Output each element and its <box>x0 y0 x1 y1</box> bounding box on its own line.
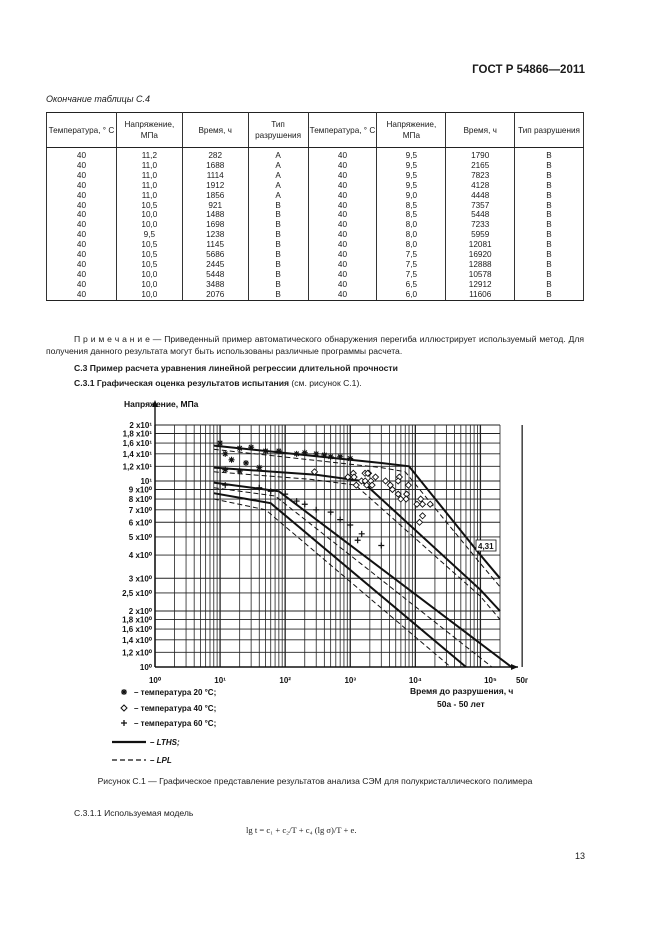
table-cell: 8,0 <box>377 240 446 250</box>
table-cell: 7,5 <box>377 260 446 270</box>
x-tick-label: 10² <box>279 676 291 685</box>
section-c31-title: С.3.1 Графическая оценка результатов испытания <box>74 378 290 388</box>
table-cell: 8,5 <box>377 201 446 211</box>
marker-60c <box>282 491 288 497</box>
table-cell: 8,0 <box>377 220 446 230</box>
marker-40c <box>373 474 379 480</box>
table-cell: 5959 <box>446 230 515 240</box>
section-c31-suffix: (см. рисунок С.1). <box>289 378 362 388</box>
marker-40c <box>427 501 433 507</box>
table-cell: 10,0 <box>116 270 182 280</box>
legend-marker-40c <box>121 705 127 711</box>
table-cell: А <box>248 148 308 161</box>
table-cell: 10,0 <box>116 290 182 300</box>
table-header-cell: Время, ч <box>182 113 248 148</box>
lths-line-60c <box>214 483 512 667</box>
marker-20c <box>347 456 353 462</box>
y-tick-label: 1,8 x10⁰ <box>122 615 152 625</box>
page-number: 13 <box>574 851 585 861</box>
marker-20c <box>243 460 249 466</box>
y-tick-label: 1,6 x10⁰ <box>122 625 152 635</box>
x-axis-arrow <box>511 664 518 670</box>
marker-60c <box>313 507 319 513</box>
y-tick-label: 10⁰ <box>139 663 152 672</box>
y-tick-label: 4 x10⁰ <box>128 551 152 561</box>
table-cell: 12081 <box>446 240 515 250</box>
marker-20c <box>302 450 308 456</box>
table-cell: А <box>248 161 308 171</box>
marker-20c <box>229 457 235 463</box>
x-tick-label: 10³ <box>344 676 357 685</box>
legend-marker-60c <box>121 720 127 726</box>
table-cell: 2076 <box>182 290 248 300</box>
table-cell: 10,0 <box>116 210 182 220</box>
table-cell: 40 <box>47 181 117 191</box>
table-cell: 8,5 <box>377 210 446 220</box>
table-cell: В <box>248 201 308 211</box>
marker-60c <box>337 517 343 523</box>
marker-20c <box>217 440 223 446</box>
y-tick-label: 9 x10⁰ <box>128 485 152 495</box>
table-cell: В <box>515 210 584 220</box>
table-cell: 5448 <box>182 270 248 280</box>
marker-40c <box>420 513 426 519</box>
table-cell: А <box>248 171 308 181</box>
table-cell: 11,0 <box>116 191 182 201</box>
table-cell: В <box>515 171 584 181</box>
marker-60c <box>359 531 365 537</box>
marker-20c <box>276 448 282 454</box>
table-cell: 10,5 <box>116 260 182 270</box>
table-cell: 40 <box>47 148 117 161</box>
table-cell: 7357 <box>446 201 515 211</box>
table-cell: 16920 <box>446 250 515 260</box>
marker-20c <box>237 468 243 474</box>
table-cell: 1688 <box>182 161 248 171</box>
x-tick-label: 50г <box>516 676 529 685</box>
table-cell: 9,5 <box>116 230 182 240</box>
table-cell: В <box>515 201 584 211</box>
table-cell: В <box>248 270 308 280</box>
legend-label: – температура 60 °C; <box>134 719 217 728</box>
table-cell: 10,5 <box>116 240 182 250</box>
marker-60c <box>355 537 361 543</box>
table-cell: 5448 <box>446 210 515 220</box>
y-tick-label: 10¹ <box>140 476 152 486</box>
table-cell: В <box>248 210 308 220</box>
marker-20c <box>222 451 228 457</box>
table-cell: 10,0 <box>116 280 182 290</box>
table-cell: В <box>515 220 584 230</box>
table-cell: 10578 <box>446 270 515 280</box>
table-cell: 4448 <box>446 191 515 201</box>
table-cell: 40 <box>308 220 377 230</box>
table-cell: 9,5 <box>377 181 446 191</box>
table-cell: 5686 <box>182 250 248 260</box>
table-cell: В <box>248 250 308 260</box>
x-tick-label: 10⁴ <box>408 676 422 685</box>
y-tick-label: 2,5 x10⁰ <box>122 588 152 598</box>
y-tick-label: 6 x10⁰ <box>128 518 152 528</box>
x-axis-subtitle: 50а - 50 лет <box>437 699 485 709</box>
legend-label: – температура 20 °C; <box>134 688 217 697</box>
table-cell: 40 <box>47 250 117 260</box>
y-tick-label: 2 x10¹ <box>129 421 152 430</box>
x-tick-label: 10⁵ <box>484 676 497 685</box>
table-note: П р и м е ч а н и е — Приведенный пример автоматического обнаружения перегиба иллюстрирует используемый метод. Для получения данного результата могут быть использованы различные программы расчета. <box>46 334 584 356</box>
table-cell: 9,5 <box>377 161 446 171</box>
table-header-cell: Напряжение, МПа <box>116 113 182 148</box>
table-cell: 1912 <box>182 181 248 191</box>
table-cell: 1856 <box>182 191 248 201</box>
legend-label: – температура 40 °C; <box>134 704 217 713</box>
table-cell: 40 <box>308 210 377 220</box>
lths-line-20c <box>214 446 500 579</box>
table-cell: 7,5 <box>377 270 446 280</box>
marker-40c <box>383 478 389 484</box>
y-axis-title: Напряжение, МПа <box>124 399 199 409</box>
y-tick-label: 1,2 x10⁰ <box>122 648 152 658</box>
table-cell: 10,5 <box>116 201 182 211</box>
y-tick-label: 1,2 x10¹ <box>122 462 152 472</box>
table-cell: В <box>515 250 584 260</box>
table-cell: В <box>248 280 308 290</box>
marker-40c <box>405 482 411 488</box>
y-tick-label: 3 x10⁰ <box>128 574 152 584</box>
y-tick-label: 1,6 x10¹ <box>122 439 152 449</box>
marker-20c <box>328 454 334 460</box>
table-cell: 40 <box>47 290 117 300</box>
table-cell: В <box>248 240 308 250</box>
table-cell: 9,5 <box>377 171 446 181</box>
table-cell: 2445 <box>182 260 248 270</box>
table-cell: 7233 <box>446 220 515 230</box>
legend-label: – LTHS; <box>150 738 180 747</box>
table-cell: 40 <box>308 191 377 201</box>
x-tick-label: 10¹ <box>214 676 226 685</box>
annotation-label: 4,31 <box>478 542 494 551</box>
table-cell: А <box>248 181 308 191</box>
table-cell: В <box>515 191 584 201</box>
table-cell: 40 <box>308 181 377 191</box>
table-cell: А <box>248 191 308 201</box>
table-cell: В <box>515 270 584 280</box>
table-cell: 40 <box>308 161 377 171</box>
table-cell: 40 <box>47 230 117 240</box>
table-cell: 40 <box>308 280 377 290</box>
table-header-cell: Время, ч <box>446 113 515 148</box>
section-c3-heading: С.3 Пример расчета уравнения линейной регрессии длительной прочности <box>74 363 398 373</box>
document-code: ГОСТ Р 54866—2011 <box>472 64 585 76</box>
table-cell: В <box>515 260 584 270</box>
table-cell: 7,5 <box>377 250 446 260</box>
table-cell: 40 <box>308 250 377 260</box>
marker-20c <box>237 445 243 451</box>
table-cell: 40 <box>47 171 117 181</box>
table-cell: 1238 <box>182 230 248 240</box>
table-cell: 282 <box>182 148 248 161</box>
table-header-cell: Напряжение, МПа <box>377 113 446 148</box>
legend-label: – LPL <box>150 756 172 765</box>
model-formula: lg t = c₁ + c₂/T + c₄ (lg σ)/T + e. <box>246 825 357 835</box>
table-cell: 2165 <box>446 161 515 171</box>
table-cell: 40 <box>47 280 117 290</box>
table-cell: 7823 <box>446 171 515 181</box>
table-cell: 40 <box>47 260 117 270</box>
table-cell: В <box>515 148 584 161</box>
table-cell: 40 <box>47 161 117 171</box>
table-cell: 3488 <box>182 280 248 290</box>
y-tick-label: 8 x10⁰ <box>128 495 152 505</box>
table-cell: 1790 <box>446 148 515 161</box>
table-cell: 1488 <box>182 210 248 220</box>
table-cell: В <box>515 161 584 171</box>
table-cell: В <box>248 290 308 300</box>
table-cell: В <box>515 280 584 290</box>
x-tick-label: 10⁰ <box>148 676 162 685</box>
table-cell: 11,0 <box>116 161 182 171</box>
table-cell: 10,0 <box>116 220 182 230</box>
table-cell: 12888 <box>446 260 515 270</box>
table-cell: 40 <box>47 270 117 280</box>
table-cell: 9,0 <box>377 191 446 201</box>
table-cell: 9,5 <box>377 148 446 161</box>
table-cell: 40 <box>308 230 377 240</box>
y-tick-label: 5 x10⁰ <box>128 532 152 542</box>
table-cell: 40 <box>308 290 377 300</box>
table-cell: 40 <box>47 201 117 211</box>
table-cell: В <box>515 240 584 250</box>
marker-20c <box>248 444 254 450</box>
marker-20c <box>313 451 319 457</box>
marker-20c <box>337 454 343 460</box>
marker-60c <box>302 501 308 507</box>
table-cell: В <box>515 181 584 191</box>
y-tick-label: 1,8 x10¹ <box>122 429 152 439</box>
table-header-cell: Тип разрушения <box>248 113 308 148</box>
figure-caption: Рисунок С.1 — Графическое представление результатов анализа СЭМ для полукристаллического полимера <box>97 776 533 786</box>
marker-60c <box>378 542 384 548</box>
table-cell: 1145 <box>182 240 248 250</box>
table-cell: 6,0 <box>377 290 446 300</box>
table-cell: 1698 <box>182 220 248 230</box>
table-cell: 11,2 <box>116 148 182 161</box>
legend-marker-20c <box>121 689 127 695</box>
table-cell: 11,0 <box>116 181 182 191</box>
table-cell: 40 <box>47 191 117 201</box>
table-cell: 921 <box>182 201 248 211</box>
table-cell: В <box>515 230 584 240</box>
table-cell: 8,0 <box>377 230 446 240</box>
table-cell: 40 <box>308 148 377 161</box>
table-cell: 11606 <box>446 290 515 300</box>
y-tick-label: 2 x10⁰ <box>128 607 152 617</box>
marker-20c <box>256 465 262 471</box>
marker-20c <box>263 448 269 454</box>
table-cell: 40 <box>47 210 117 220</box>
table-cell: 40 <box>308 270 377 280</box>
table-cell: 40 <box>308 260 377 270</box>
table-cell: 12912 <box>446 280 515 290</box>
table-cell: 1114 <box>182 171 248 181</box>
table-cell: В <box>515 290 584 300</box>
table-cell: В <box>248 220 308 230</box>
table-caption: Окончание таблицы С.4 <box>46 94 150 104</box>
y-tick-label: 7 x10⁰ <box>128 505 152 515</box>
table-cell: 40 <box>308 171 377 181</box>
section-c311-heading: С.3.1.1 Используемая модель <box>74 808 194 818</box>
y-tick-label: 1,4 x10⁰ <box>122 635 152 645</box>
x-axis-title: Время до разрушения, ч <box>410 686 514 696</box>
marker-40c <box>417 519 423 525</box>
y-tick-label: 1,4 x10¹ <box>122 449 152 459</box>
marker-20c <box>294 451 300 457</box>
marker-20c <box>321 452 327 458</box>
table-cell: 40 <box>47 220 117 230</box>
table-cell: В <box>248 260 308 270</box>
table-cell: 40 <box>308 201 377 211</box>
table-header-cell: Тип разрушения <box>515 113 584 148</box>
table-cell: 40 <box>47 240 117 250</box>
table-cell: 40 <box>308 240 377 250</box>
table-cell: 4128 <box>446 181 515 191</box>
table-cell: 11,0 <box>116 171 182 181</box>
table-cell: 6,5 <box>377 280 446 290</box>
table-cell: 10,5 <box>116 250 182 260</box>
marker-20c <box>222 467 228 473</box>
table-cell: В <box>248 230 308 240</box>
table-header-cell: Температура, ° С <box>308 113 377 148</box>
marker-60c <box>347 522 353 528</box>
table-header-cell: Температура, ° С <box>47 113 117 148</box>
